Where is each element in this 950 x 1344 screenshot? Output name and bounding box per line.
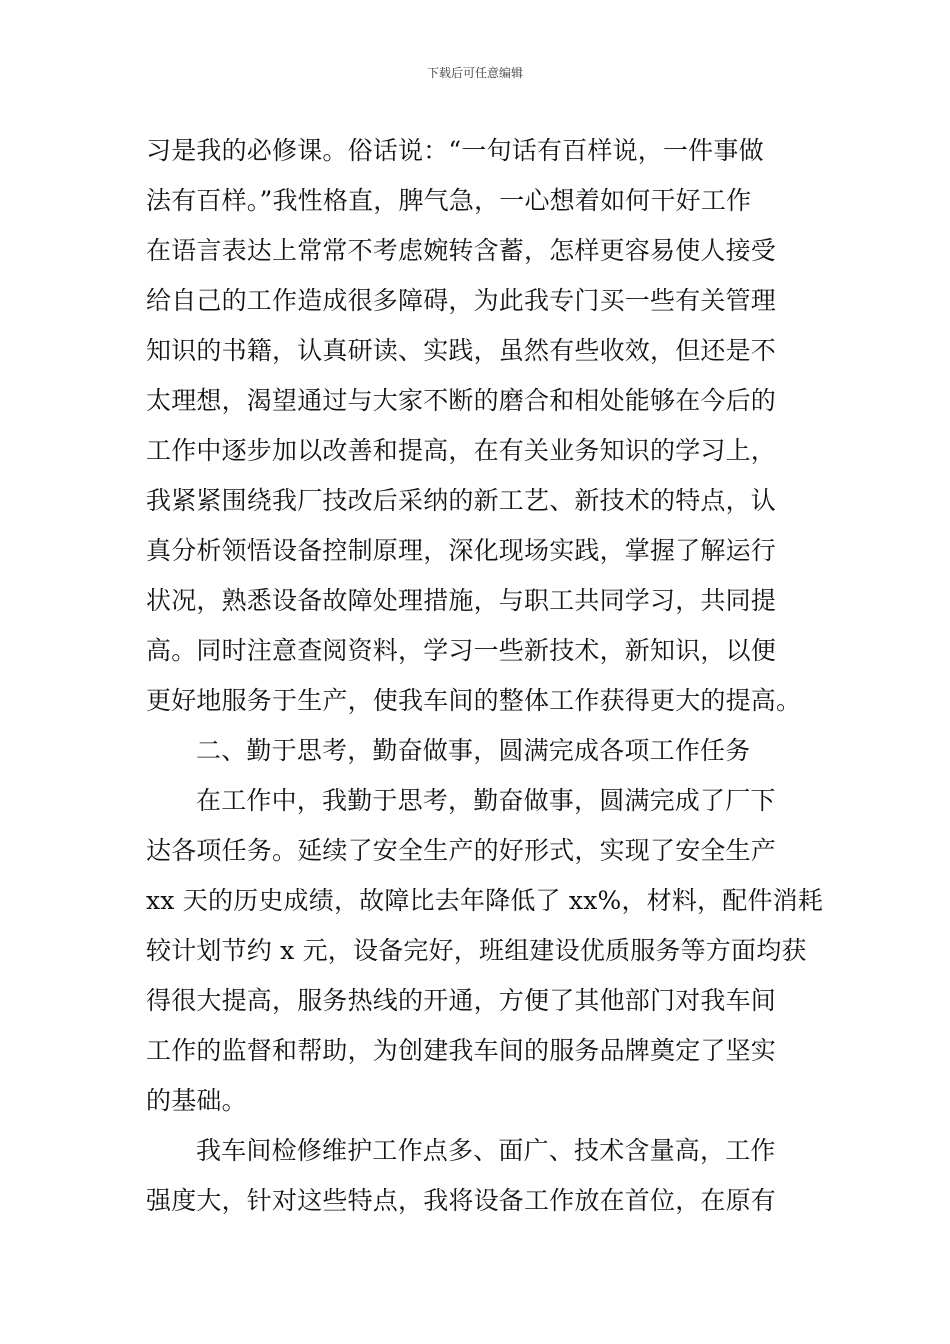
- text-line: xx 天的历史成绩，故障比去年降低了 xx%，材料，配件消耗: [146, 886, 824, 915]
- text-line: 我车间检修维护工作点多、面广、技术含量高，工作: [196, 1136, 776, 1165]
- text-line: 法有百样。”我性格直，脾气急，一心想着如何干好工作: [146, 186, 752, 215]
- text-line: 达各项任务。延续了安全生产的好形式，实现了安全生产: [146, 836, 777, 865]
- section-heading: 二、勤于思考，勤奋做事，圆满完成各项工作任务: [196, 736, 751, 765]
- text-line: 得很大提高，服务热线的开通，方便了其他部门对我车间: [146, 986, 777, 1015]
- text-line: 真分析领悟设备控制原理，深化现场实践，掌握了解运行: [146, 536, 777, 565]
- text-line: 在语言表达上常常不考虑婉转含蓄，怎样更容易使人接受: [146, 236, 777, 265]
- text-line: 状况，熟悉设备故障处理措施，与职工共同学习，共同提: [146, 586, 777, 615]
- text-line: 给自己的工作造成很多障碍，为此我专门买一些有关管理: [146, 286, 777, 315]
- text-line: 习是我的必修课。俗话说：“一句话有百样说，一件事做: [146, 136, 764, 165]
- text-line: 较计划节约 x 元，设备完好，班组建设优质服务等方面均获: [146, 936, 807, 965]
- text-line: 强度大，针对这些特点，我将设备工作放在首位，在原有: [146, 1186, 777, 1215]
- text-line: 我紧紧围绕我厂技改后采纳的新工艺、新技术的特点，认: [146, 486, 777, 515]
- text-line: 高。同时注意查阅资料，学习一些新技术，新知识，以便: [146, 636, 777, 665]
- text-line: 在工作中，我勤于思考，勤奋做事，圆满完成了厂下: [196, 786, 776, 815]
- document-body: [146, 126, 824, 1226]
- text-line: 工作的监督和帮助，为创建我车间的服务品牌奠定了坚实: [146, 1036, 777, 1065]
- text-line: 工作中逐步加以改善和提高，在有关业务知识的学习上，: [146, 436, 777, 465]
- text-line: 的基础。: [146, 1086, 247, 1115]
- text-line: 更好地服务于生产，使我车间的整体工作获得更大的提高。: [146, 686, 802, 715]
- page-header: 下载后可任意编辑: [426, 66, 523, 80]
- text-line: 知识的书籍，认真研读、实践，虽然有些收效，但还是不: [146, 336, 777, 365]
- text-line: 太理想，渴望通过与大家不断的磨合和相处能够在今后的: [146, 386, 777, 415]
